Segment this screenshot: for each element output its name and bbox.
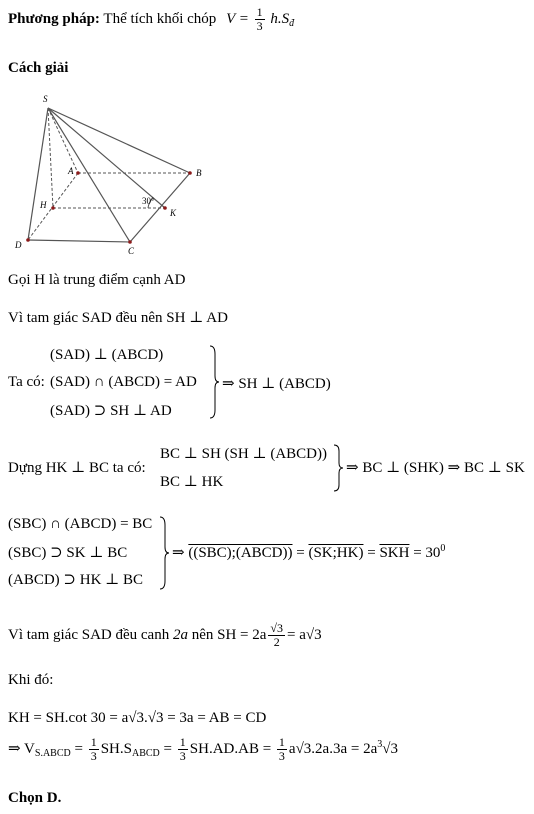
sys1-row-3: (SAD) ⊃ SH ⊥ AD <box>50 403 172 419</box>
sys3-brace <box>158 515 170 591</box>
label-A: A <box>68 166 74 176</box>
method-label: Phương pháp: <box>8 10 100 27</box>
sys2-row-2: BC ⊥ HK <box>160 474 224 490</box>
line-1: Gọi H là trung điểm cạnh AD <box>8 272 186 288</box>
angle-lines: (SK;HK) <box>308 545 364 561</box>
sys3-row-2: (SBC) ⊃ SK ⊥ BC <box>8 545 128 561</box>
answer: Chọn D. <box>8 790 62 806</box>
label-S: S <box>43 94 48 104</box>
khido-label: Khi đó: <box>8 672 54 688</box>
sys2-brace <box>332 443 344 493</box>
method-formula-lhs: V = <box>226 10 249 27</box>
edge-SC <box>48 108 130 242</box>
edge-SA <box>48 108 78 173</box>
sys3-row-1: (SBC) ∩ (ABCD) = BC <box>8 516 153 532</box>
edge-SB <box>48 108 190 173</box>
line-3: Vì tam giác SAD đều canh 2a nên SH = 2a $\frac{√3}{2}$ = a√3 <box>8 621 322 649</box>
label-H: H <box>40 200 47 210</box>
edge-SK <box>48 108 165 208</box>
method-fraction: $\frac{1}{3}$ <box>256 5 263 33</box>
edge-SH <box>48 108 53 208</box>
sys1-brace <box>208 344 220 420</box>
method-text: Thể tích khối chóp <box>103 10 217 27</box>
line-2: Vì tam giác SAD đều nên SH ⊥ AD <box>8 310 228 326</box>
sys3-result: ⇒ ((SBC);(ABCD)) = (SK;HK) = $\overline{SKH} = 30^0$ <box>172 543 446 561</box>
dung-label: Dựng HK ⊥ BC ta có: <box>8 460 146 476</box>
label-C: C <box>128 246 135 256</box>
solution-heading: Cách giải <box>8 60 69 76</box>
angle-planes: ((SBC);(ABCD)) <box>188 545 293 561</box>
sys1-row-2: (SAD) ∩ (ABCD) = AD <box>50 374 197 390</box>
angle-skh: $\overline{SKH}$ <box>379 545 410 561</box>
volume-line: ⇒ $V_{S.ABCD}$ = $\frac{1}{3}$ $SH.S_{ABCD}$ = $\frac{1}{3}$ SH.AD.AB = $\frac{1}{3}$ $a√3.2a.3a = 2a^3√3$ <box>8 735 398 763</box>
method-line <box>8 6 294 33</box>
method-formula-sub: đ <box>289 17 295 29</box>
sys1-result: ⇒ SH ⊥ (ABCD) <box>222 376 331 392</box>
label-B: B <box>196 168 202 178</box>
sys1-row-1: (SAD) ⊥ (ABCD) <box>50 347 164 363</box>
sys2-row-1: BC ⊥ SH (SH ⊥ (ABCD)) <box>160 446 327 462</box>
edge-DC <box>28 240 130 242</box>
label-K: K <box>170 208 177 218</box>
kh-line: KH = SH.cot 30 = a√3.√3 = 3a = AB = CD <box>8 710 267 726</box>
label-D: D <box>15 240 22 250</box>
sys2-result: ⇒ BC ⊥ (SHK) ⇒ BC ⊥ SK <box>346 460 525 476</box>
taco-label: Ta có: <box>8 374 45 390</box>
pyramid-figure <box>10 88 210 258</box>
edge-SD <box>28 108 48 240</box>
label-angle: 30° <box>142 196 155 206</box>
sys3-row-3: (ABCD) ⊃ HK ⊥ BC <box>8 572 144 588</box>
method-formula-rhs: h.S <box>270 10 290 27</box>
